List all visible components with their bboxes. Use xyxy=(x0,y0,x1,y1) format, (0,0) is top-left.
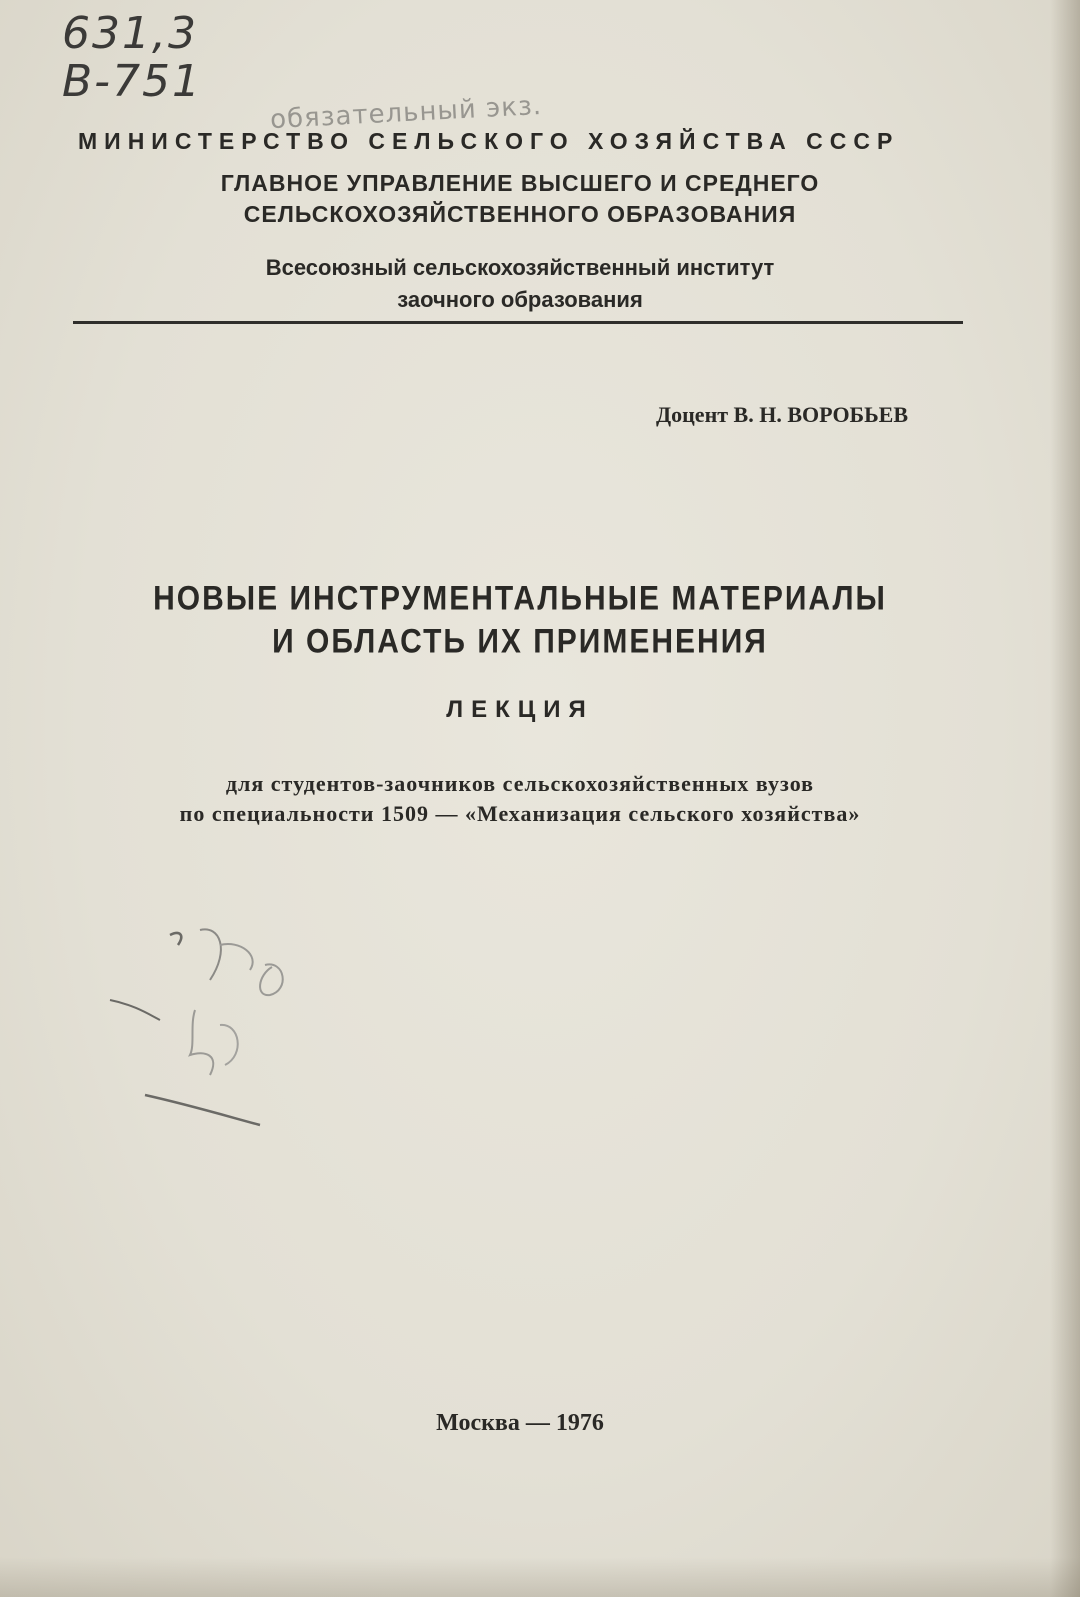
author: Доцент В. Н. ВОРОБЬЕВ xyxy=(656,402,908,427)
page-edge-shadow xyxy=(1050,0,1080,1597)
pencil-marks xyxy=(90,905,350,1145)
call-number-line1: 631,3 xyxy=(62,8,198,59)
institute-line2: заочного образования xyxy=(397,287,643,312)
call-number-line2: В-751 xyxy=(62,56,203,107)
title-line1: НОВЫЕ ИНСТРУМЕНТАЛЬНЫЕ МАТЕРИАЛЫ xyxy=(153,579,887,618)
ministry-heading: МИНИСТЕРСТВО СЕЛЬСКОГО ХОЗЯЙСТВА СССР xyxy=(78,128,900,154)
library-stamp: обязательный экз. xyxy=(269,90,543,136)
title-line2: И ОБЛАСТЬ ИХ ПРИМЕНЕНИЯ xyxy=(272,622,768,661)
imprint: Москва — 1976 xyxy=(436,1410,604,1436)
department-line2: СЕЛЬСКОХОЗЯЙСТВЕННОГО ОБРАЗОВАНИЯ xyxy=(243,201,797,227)
audience-line2: по специальности 1509 — «Механизация сельского хозяйства» xyxy=(179,801,861,826)
header-divider xyxy=(73,321,963,324)
department-line1: ГЛАВНОЕ УПРАВЛЕНИЕ ВЫСШЕГО И СРЕДНЕГО xyxy=(220,170,820,196)
audience-line1: для студентов-заочников сельскохозяйственных вузов xyxy=(225,771,815,796)
page-bottom-shadow xyxy=(0,1557,1080,1597)
genre-label: ЛЕКЦИЯ xyxy=(446,696,594,723)
institute-line1: Всесоюзный сельскохозяйственный институт xyxy=(265,255,775,280)
